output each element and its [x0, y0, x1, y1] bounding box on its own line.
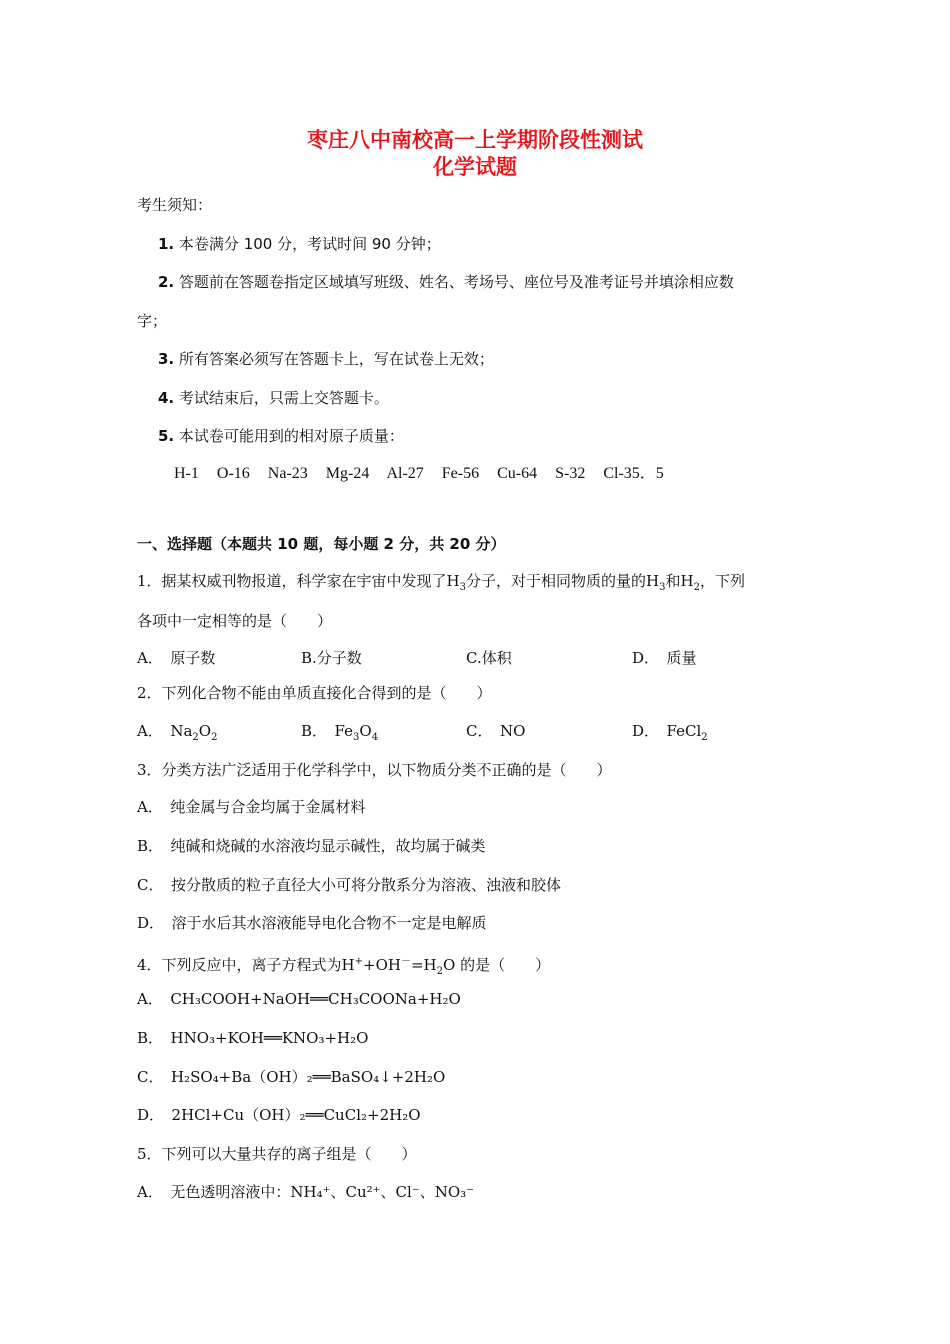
formula-subscript: 2 [436, 966, 444, 977]
notice-item-text: 所有答案必须写在答题卡上，写在试卷上无效； [178, 350, 494, 368]
q4-stem-part: H [341, 956, 355, 974]
notice-item-1 [158, 234, 441, 254]
atomic-mass: Fe-56 [441, 465, 480, 482]
formula-subscript: 2 [211, 732, 218, 743]
q1-option-c[interactable]: C.体积 [466, 649, 512, 667]
q4-stem-part: +OH [363, 956, 401, 974]
formula-subscript: 3 [659, 582, 666, 593]
q4-stem-part: =H [410, 956, 437, 974]
option-text: A． Na [137, 722, 193, 740]
q1-option-a[interactable]: A． 原子数 [137, 649, 216, 667]
question-2-stem: 2．下列化合物不能由单质直接化合得到的是（ ） [137, 684, 492, 702]
q5-option-a[interactable]: A． 无色透明溶液中：NH₄⁺、Cu²⁺、Cl⁻、NO₃⁻ [137, 1183, 475, 1201]
notice-item-number: 2. [158, 273, 175, 291]
q4-option-c[interactable]: C． H₂SO₄+Ba（OH）₂══BaSO₄↓+2H₂O [137, 1068, 446, 1086]
notice-item-text: 答题前在答题卷指定区域填写班级、姓名、考场号、座位号及准考证号并填涂相应数 [178, 273, 734, 291]
formula-subscript: 4 [371, 732, 379, 743]
formula-h2: H [680, 572, 694, 590]
q2-option-c[interactable]: C． NO [466, 722, 526, 740]
atomic-mass-list [174, 464, 678, 484]
q3-option-d[interactable]: D． 溶于水后其水溶液能导电化合物不一定是电解质 [137, 914, 487, 932]
option-text: D． FeCl [632, 722, 702, 740]
q3-option-c[interactable]: C． 按分散质的粒子直径大小可将分散系分为溶液、浊液和胶体 [137, 876, 561, 894]
formula-subscript: 2 [693, 582, 700, 593]
q3-option-a[interactable]: A． 纯金属与合金均属于金属材料 [137, 798, 366, 816]
question-3-stem: 3．分类方法广泛适用于化学科学中，以下物质分类不正确的是（ ） [137, 761, 612, 779]
q4-stem-part: O 的是（ ） [443, 956, 551, 974]
question-1-stem-line2: 各项中一定相等的是（ ） [137, 612, 333, 630]
atomic-mass: O-16 [216, 465, 250, 482]
notice-item-number: 1. [158, 235, 175, 253]
notice-item-text: 本卷满分 100 分，考试时间 90 分钟； [178, 235, 441, 253]
formula-subscript: 3 [353, 732, 360, 743]
question-4-stem [137, 952, 550, 982]
exam-title: 枣庄八中南校高一上学期阶段性测试 [307, 128, 643, 152]
q4-stem-part: 4．下列反应中，离子方程式为 [137, 956, 342, 974]
formula-superscript: + [354, 956, 364, 967]
q3-option-b[interactable]: B． 纯碱和烧碱的水溶液均显示碱性，故均属于碱类 [137, 837, 486, 855]
formula-superscript: － [400, 956, 411, 967]
question-1-stem [137, 571, 745, 598]
q1-stem-part: 1．据某权威刊物报道，科学家在宇宙中发现了 [137, 572, 447, 590]
notice-item-2 [158, 272, 734, 292]
atomic-mass: Cu-64 [497, 465, 538, 482]
section-heading: 一、选择题（本题共 10 题，每小题 2 分，共 20 分） [137, 535, 506, 553]
notice-item-number: 5. [158, 427, 175, 445]
q4-option-a[interactable]: A． CH₃COOH+NaOH══CH₃COONa+H₂O [137, 990, 461, 1008]
formula-h3: H [446, 572, 460, 590]
q4-option-d[interactable]: D． 2HCl+Cu（OH）₂══CuCl₂+2H₂O [137, 1106, 421, 1124]
atomic-mass: Na-23 [267, 465, 308, 482]
formula-h3: H [646, 572, 660, 590]
notice-item-4 [158, 388, 389, 408]
notice-item-text: 考试结束后，只需上交答题卡。 [178, 389, 389, 407]
question-5-stem: 5．下列可以大量共存的离子组是（ ） [137, 1145, 417, 1163]
notice-item-3 [158, 349, 494, 369]
q2-option-b[interactable] [301, 721, 378, 748]
option-text: O [198, 722, 212, 740]
atomic-mass: H-1 [174, 465, 199, 482]
formula-subscript: 3 [459, 582, 467, 593]
q1-stem-part: 和 [665, 572, 681, 590]
q1-stem-part: ，下列 [699, 572, 745, 590]
q1-stem-part: 分子，对于相同物质的量的 [466, 572, 647, 590]
q4-option-b[interactable]: B． HNO₃+KOH══KNO₃+H₂O [137, 1029, 369, 1047]
atomic-mass: Al-27 [386, 465, 424, 482]
notice-item-text: 本试卷可能用到的相对原子质量： [178, 427, 404, 445]
notice-item-number: 3. [158, 350, 175, 368]
atomic-mass: Cl-35．5 [603, 465, 664, 482]
option-text: B． Fe [301, 722, 353, 740]
exam-subtitle: 化学试题 [433, 155, 517, 179]
notice-item-2-continued: 字； [137, 312, 168, 330]
formula-subscript: 2 [192, 732, 199, 743]
notice-heading: 考生须知： [137, 196, 213, 214]
atomic-mass: Mg-24 [325, 465, 370, 482]
option-text: O [359, 722, 372, 740]
atomic-mass: S-32 [555, 465, 586, 482]
notice-item-number: 4. [158, 389, 175, 407]
q1-option-b[interactable]: B.分子数 [301, 649, 362, 667]
q1-option-d[interactable]: D． 质量 [632, 649, 697, 667]
formula-subscript: 2 [701, 732, 708, 743]
q2-option-d[interactable] [632, 721, 708, 748]
notice-item-5 [158, 426, 404, 446]
q2-option-a[interactable] [137, 721, 217, 748]
